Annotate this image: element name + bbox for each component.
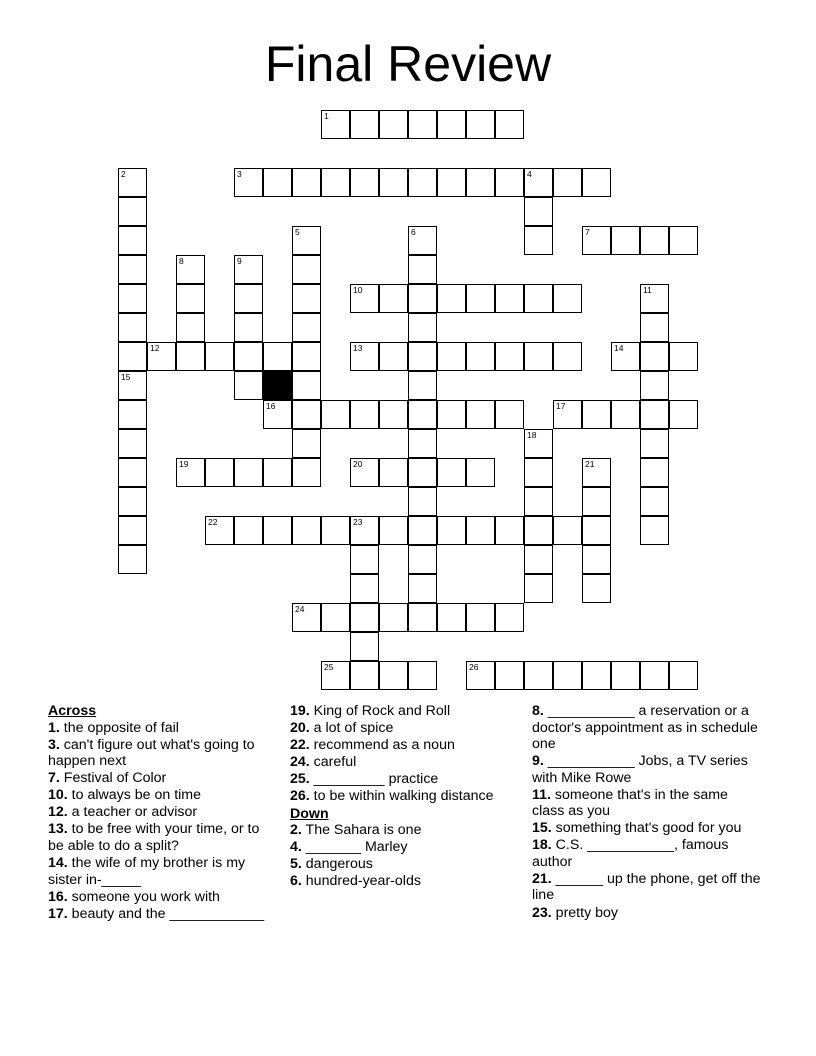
- grid-cell[interactable]: [292, 603, 321, 632]
- grid-cell[interactable]: [379, 603, 408, 632]
- grid-cell[interactable]: [408, 487, 437, 516]
- grid-cell[interactable]: [408, 255, 437, 284]
- clue-number: 8: [179, 256, 184, 266]
- clue-number: 9.: [532, 753, 544, 770]
- grid-cell[interactable]: [118, 168, 147, 197]
- grid-cell[interactable]: [466, 284, 495, 313]
- clue-text: the wife of my brother is my sister in-_____: [48, 855, 246, 888]
- grid-cell[interactable]: [118, 371, 147, 400]
- grid-cell[interactable]: [524, 168, 553, 197]
- across-clue: [48, 737, 270, 770]
- grid-cell[interactable]: [524, 545, 553, 574]
- clue-number: 6.: [290, 873, 302, 890]
- clue-text: pretty boy: [551, 904, 618, 921]
- clue-text: ______ up the phone, get off the line: [532, 870, 761, 904]
- clue-text: Festival of Color: [59, 770, 167, 787]
- grid-cell[interactable]: [640, 516, 669, 545]
- clue-number: 19.: [290, 703, 310, 719]
- grid-cell[interactable]: [408, 313, 437, 342]
- grid-cell[interactable]: [234, 284, 263, 313]
- grid-cell[interactable]: [234, 371, 263, 400]
- clues-column-3: [532, 703, 764, 922]
- grid-cell[interactable]: [640, 342, 669, 371]
- clue-number: 26.: [290, 788, 310, 805]
- grid-cell[interactable]: [408, 545, 437, 574]
- grid-cell[interactable]: [611, 342, 640, 371]
- grid-cell[interactable]: [466, 661, 495, 690]
- grid-cell[interactable]: [437, 458, 466, 487]
- grid-cell[interactable]: [176, 342, 205, 371]
- clue-number: 14: [614, 343, 624, 353]
- grid-cell[interactable]: [205, 458, 234, 487]
- across-clue: [48, 855, 270, 888]
- clue-text: hundred-year-olds: [301, 873, 421, 890]
- grid-cell[interactable]: [582, 661, 611, 690]
- grid-cell[interactable]: [524, 284, 553, 313]
- grid-cell[interactable]: [118, 487, 147, 516]
- page-title: Final Review: [264, 36, 552, 92]
- clue-number: 26: [469, 662, 479, 672]
- grid-cell[interactable]: [553, 661, 582, 690]
- grid-cell[interactable]: [524, 458, 553, 487]
- grid-cell[interactable]: [524, 487, 553, 516]
- clue-number: 3: [237, 169, 242, 179]
- clue-number: 9: [237, 256, 242, 266]
- grid-cell[interactable]: [350, 110, 379, 139]
- grid-cell[interactable]: [321, 110, 350, 139]
- clue-number: 16.: [48, 888, 68, 905]
- black-cell: [263, 371, 292, 400]
- grid-cell[interactable]: [118, 255, 147, 284]
- clue-number: 10: [353, 285, 363, 295]
- grid-cell[interactable]: [118, 284, 147, 313]
- clue-number: 1.: [48, 719, 60, 736]
- grid-cell[interactable]: [292, 342, 321, 371]
- grid-cell[interactable]: [118, 429, 147, 458]
- grid-cell[interactable]: [611, 661, 640, 690]
- clue-text: The Sahara is one: [301, 822, 422, 839]
- grid-cell[interactable]: [350, 516, 379, 545]
- grid-cell[interactable]: [263, 342, 292, 371]
- grid-cell[interactable]: [582, 487, 611, 516]
- clue-text: a lot of spice: [309, 720, 394, 737]
- grid-cell[interactable]: [524, 429, 553, 458]
- grid-cell[interactable]: [350, 661, 379, 690]
- grid-cell[interactable]: [292, 313, 321, 342]
- grid-cell[interactable]: [408, 574, 437, 603]
- clue-number: 23: [353, 517, 363, 527]
- grid-cell[interactable]: [437, 110, 466, 139]
- clues-column-1: [48, 703, 270, 923]
- grid-cell[interactable]: [437, 603, 466, 632]
- grid-cell[interactable]: [379, 516, 408, 545]
- clue-text: something that's good for you: [551, 820, 742, 837]
- clue-number: 4: [527, 169, 532, 179]
- grid-cell[interactable]: [118, 545, 147, 574]
- clue-number: 3.: [48, 736, 60, 753]
- grid-cell[interactable]: [350, 400, 379, 429]
- clue-text: beauty and the ____________: [67, 905, 265, 922]
- grid-cell[interactable]: [263, 458, 292, 487]
- grid-cell[interactable]: [321, 400, 350, 429]
- across-clue: [48, 787, 270, 804]
- grid-cell[interactable]: [495, 661, 524, 690]
- clue-text: someone you work with: [67, 888, 220, 905]
- down-clue: [532, 871, 764, 904]
- grid-cell[interactable]: [263, 516, 292, 545]
- clue-text: ___________ a reservation or a doctor's appointment as in schedule one: [532, 703, 758, 752]
- grid-cell[interactable]: [669, 661, 698, 690]
- grid-cell[interactable]: [582, 168, 611, 197]
- grid-cell[interactable]: [437, 342, 466, 371]
- grid-cell[interactable]: [495, 342, 524, 371]
- grid-cell[interactable]: [292, 226, 321, 255]
- grid-cell[interactable]: [553, 342, 582, 371]
- clue-number: 20.: [290, 720, 310, 737]
- clue-text: _______ Marley: [301, 839, 408, 856]
- grid-cell[interactable]: [234, 342, 263, 371]
- across-clue: [290, 737, 510, 754]
- clue-number: 17.: [48, 905, 68, 922]
- grid-cell[interactable]: [611, 400, 640, 429]
- grid-cell[interactable]: [524, 342, 553, 371]
- down-header: Down: [290, 805, 329, 822]
- grid-cell[interactable]: [176, 255, 205, 284]
- grid-cell[interactable]: [582, 574, 611, 603]
- grid-cell[interactable]: [553, 516, 582, 545]
- grid-cell[interactable]: [408, 603, 437, 632]
- clue-number: 11: [643, 285, 652, 295]
- grid-cell[interactable]: [350, 284, 379, 313]
- clue-number: 25: [324, 662, 334, 672]
- grid-cell[interactable]: [408, 168, 437, 197]
- grid-cell[interactable]: [553, 400, 582, 429]
- grid-cell[interactable]: [147, 342, 176, 371]
- grid-cell[interactable]: [495, 603, 524, 632]
- grid-cell[interactable]: [118, 313, 147, 342]
- clue-number: 24: [295, 604, 305, 614]
- grid-cell[interactable]: [553, 284, 582, 313]
- grid-cell[interactable]: [408, 371, 437, 400]
- clue-number: 7.: [48, 770, 60, 787]
- grid-cell[interactable]: [669, 226, 698, 255]
- across-clue: [48, 770, 270, 787]
- grid-cell[interactable]: [205, 342, 234, 371]
- clue-number: 7: [585, 227, 590, 237]
- clue-number: 18: [527, 430, 537, 440]
- grid-cell[interactable]: [640, 661, 669, 690]
- grid-cell[interactable]: [640, 487, 669, 516]
- grid-cell[interactable]: [582, 400, 611, 429]
- clue-number: 5: [295, 227, 300, 237]
- across-clue: [48, 906, 270, 923]
- clue-text: to be within walking distance: [309, 788, 494, 805]
- grid-cell[interactable]: [234, 255, 263, 284]
- grid-cell[interactable]: [495, 516, 524, 545]
- clue-text: careful: [309, 754, 357, 771]
- grid-cell[interactable]: [292, 284, 321, 313]
- grid-cell[interactable]: [437, 284, 466, 313]
- grid-cell[interactable]: [466, 342, 495, 371]
- grid-cell[interactable]: [466, 110, 495, 139]
- across-clue: [290, 720, 510, 737]
- grid-cell[interactable]: [437, 168, 466, 197]
- clue-text: to always be on time: [67, 787, 202, 804]
- grid-cell[interactable]: [350, 632, 379, 661]
- grid-cell[interactable]: [292, 429, 321, 458]
- grid-cell[interactable]: [524, 661, 553, 690]
- grid-cell[interactable]: [118, 400, 147, 429]
- grid-cell[interactable]: [495, 400, 524, 429]
- grid-cell[interactable]: [640, 313, 669, 342]
- grid-cell[interactable]: [379, 458, 408, 487]
- grid-cell[interactable]: [321, 603, 350, 632]
- grid-cell[interactable]: [234, 313, 263, 342]
- grid-cell[interactable]: [466, 603, 495, 632]
- clue-number: 23.: [532, 904, 552, 921]
- grid-cell[interactable]: [350, 168, 379, 197]
- clue-text: to be free with your time, or to be able to do a split?: [48, 821, 260, 854]
- down-clue: [290, 822, 510, 839]
- clue-number: 10.: [48, 787, 68, 804]
- clue-number: 5.: [290, 856, 302, 873]
- clue-number: 8.: [532, 703, 544, 719]
- clue-text: dangerous: [301, 856, 373, 873]
- clue-text: recommend as a noun: [309, 737, 455, 754]
- grid-cell[interactable]: [611, 226, 640, 255]
- clue-number: 2.: [290, 822, 302, 839]
- grid-cell[interactable]: [205, 516, 234, 545]
- clue-number: 19: [179, 459, 189, 469]
- across-clue: [48, 804, 270, 821]
- grid-cell[interactable]: [118, 458, 147, 487]
- grid-cell[interactable]: [582, 545, 611, 574]
- down-clue: [290, 873, 510, 890]
- grid-cell[interactable]: [118, 197, 147, 226]
- across-clue: [48, 720, 270, 737]
- grid-cell[interactable]: [524, 197, 553, 226]
- clue-number: 20: [353, 459, 363, 469]
- grid-cell[interactable]: [640, 400, 669, 429]
- clue-text: King of Rock and Roll: [309, 703, 451, 719]
- clue-number: 2: [121, 169, 126, 179]
- grid-cell[interactable]: [118, 516, 147, 545]
- grid-cell[interactable]: [524, 516, 553, 545]
- clue-text: someone that's in the same class as you: [532, 786, 728, 820]
- grid-cell[interactable]: [350, 545, 379, 574]
- grid-cell[interactable]: [466, 516, 495, 545]
- clues-column-2: [290, 703, 510, 890]
- grid-cell[interactable]: [669, 400, 698, 429]
- grid-cell[interactable]: [495, 284, 524, 313]
- grid-cell[interactable]: [263, 168, 292, 197]
- grid-cell[interactable]: [408, 342, 437, 371]
- clue-number: 6: [411, 227, 416, 237]
- clue-number: 18.: [532, 837, 552, 854]
- grid-cell[interactable]: [408, 284, 437, 313]
- grid-cell[interactable]: [408, 458, 437, 487]
- clue-text: the opposite of fail: [59, 719, 179, 736]
- grid-cell[interactable]: [640, 284, 669, 313]
- clue-number: 22: [208, 517, 218, 527]
- clue-number: 4.: [290, 839, 302, 856]
- clue-text: ___________ Jobs, a TV series with Mike Rowe: [532, 753, 748, 786]
- grid-cell[interactable]: [640, 226, 669, 255]
- clue-number: 13.: [48, 821, 68, 838]
- grid-cell[interactable]: [524, 226, 553, 255]
- grid-cell[interactable]: [437, 400, 466, 429]
- grid-cell[interactable]: [582, 458, 611, 487]
- clue-number: 15.: [532, 820, 552, 837]
- clue-number: 12: [150, 343, 160, 353]
- grid-cell[interactable]: [408, 516, 437, 545]
- grid-cell[interactable]: [292, 516, 321, 545]
- grid-cell[interactable]: [379, 342, 408, 371]
- grid-cell[interactable]: [524, 574, 553, 603]
- grid-cell[interactable]: [176, 458, 205, 487]
- grid-cell[interactable]: [118, 342, 147, 371]
- grid-cell[interactable]: [176, 313, 205, 342]
- down-clue: [532, 820, 764, 837]
- down-clue: [532, 787, 764, 820]
- grid-cell[interactable]: [408, 110, 437, 139]
- grid-cell[interactable]: [640, 458, 669, 487]
- grid-cell[interactable]: [292, 458, 321, 487]
- grid-cell[interactable]: [321, 661, 350, 690]
- down-clue: [290, 839, 510, 856]
- grid-cell[interactable]: [350, 458, 379, 487]
- clue-number: 22.: [290, 737, 310, 754]
- grid-cell[interactable]: [466, 400, 495, 429]
- grid-cell[interactable]: [408, 661, 437, 690]
- grid-cell[interactable]: [321, 168, 350, 197]
- across-header: Across: [48, 703, 97, 719]
- grid-cell[interactable]: [582, 226, 611, 255]
- across-clue: [290, 703, 510, 720]
- grid-cell[interactable]: [263, 400, 292, 429]
- down-clue: [532, 703, 764, 753]
- grid-cell[interactable]: [118, 226, 147, 255]
- clue-number: 24.: [290, 754, 310, 771]
- grid-cell[interactable]: [350, 603, 379, 632]
- across-clue: [48, 889, 270, 906]
- grid-cell[interactable]: [234, 516, 263, 545]
- grid-cell[interactable]: [234, 458, 263, 487]
- grid-cell[interactable]: [408, 429, 437, 458]
- grid-cell[interactable]: [466, 168, 495, 197]
- grid-cell[interactable]: [292, 168, 321, 197]
- clue-number: 16: [266, 401, 276, 411]
- grid-cell[interactable]: [495, 168, 524, 197]
- grid-cell[interactable]: [292, 255, 321, 284]
- clue-number: 14.: [48, 855, 68, 872]
- clue-number: 13: [353, 343, 363, 353]
- grid-cell[interactable]: [408, 226, 437, 255]
- grid-cell[interactable]: [292, 371, 321, 400]
- clue-number: 15: [121, 372, 131, 382]
- clue-text: a teacher or advisor: [67, 804, 198, 821]
- grid-cell[interactable]: [379, 110, 408, 139]
- down-clue: [532, 753, 764, 786]
- clue-number: 21: [585, 459, 595, 469]
- clue-text: _________ practice: [309, 771, 439, 788]
- across-clue: [290, 788, 510, 805]
- grid-cell[interactable]: [292, 400, 321, 429]
- clue-number: 21.: [532, 870, 552, 887]
- grid-cell[interactable]: [582, 516, 611, 545]
- grid-cell[interactable]: [553, 168, 582, 197]
- grid-cell[interactable]: [379, 168, 408, 197]
- grid-cell[interactable]: [437, 516, 466, 545]
- clue-number: 25.: [290, 771, 310, 788]
- grid-cell[interactable]: [176, 284, 205, 313]
- grid-cell[interactable]: [379, 661, 408, 690]
- grid-cell[interactable]: [640, 429, 669, 458]
- clue-number: 11.: [532, 786, 551, 803]
- across-clue: [290, 754, 510, 771]
- across-clue: [48, 821, 270, 854]
- down-clue: [290, 856, 510, 873]
- grid-cell[interactable]: [350, 574, 379, 603]
- clue-number: 12.: [48, 804, 68, 821]
- grid-cell[interactable]: [495, 110, 524, 139]
- grid-cell[interactable]: [408, 400, 437, 429]
- across-clue: [290, 771, 510, 788]
- grid-cell[interactable]: [379, 284, 408, 313]
- grid-cell[interactable]: [669, 342, 698, 371]
- clue-text: C.S. ___________, famous author: [532, 837, 729, 870]
- clue-text: can't figure out what's going to happen next: [48, 736, 255, 770]
- clue-number: 17: [556, 401, 566, 411]
- grid-cell[interactable]: [466, 458, 495, 487]
- down-clue: [532, 837, 764, 870]
- grid-cell[interactable]: [321, 516, 350, 545]
- grid-cell[interactable]: [350, 342, 379, 371]
- grid-cell[interactable]: [640, 371, 669, 400]
- grid-cell[interactable]: [379, 400, 408, 429]
- clue-number: 1: [324, 111, 329, 121]
- grid-cell[interactable]: [234, 168, 263, 197]
- down-clue: [532, 905, 764, 922]
